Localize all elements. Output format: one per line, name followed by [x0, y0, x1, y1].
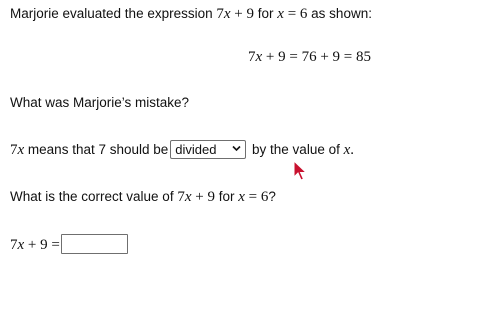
mistake-sentence: 7x means that 7 should be divided by the value of x. — [10, 141, 355, 158]
intro-expression: 7x + 9 — [216, 6, 255, 22]
question-correct-value: What is the correct value of 7x + 9 for x = 6? — [10, 189, 276, 205]
operation-dropdown[interactable] — [170, 140, 246, 159]
marjorie-equation: 7x + 9 = 76 + 9 = 85 — [248, 49, 372, 65]
answer-row — [10, 236, 128, 254]
intro-text: Marjorie evaluated the expression 7x + 9 for x = 6 as shown: — [10, 6, 372, 22]
question-mistake: What was Marjorie’s mistake? — [10, 95, 190, 110]
dropdown-selected-value: divided — [175, 141, 217, 157]
chevron-down-icon — [231, 143, 242, 154]
answer-input[interactable] — [61, 234, 128, 254]
answer-expression: 7x + 9 = — [10, 237, 60, 253]
mouse-cursor-icon — [293, 160, 307, 182]
